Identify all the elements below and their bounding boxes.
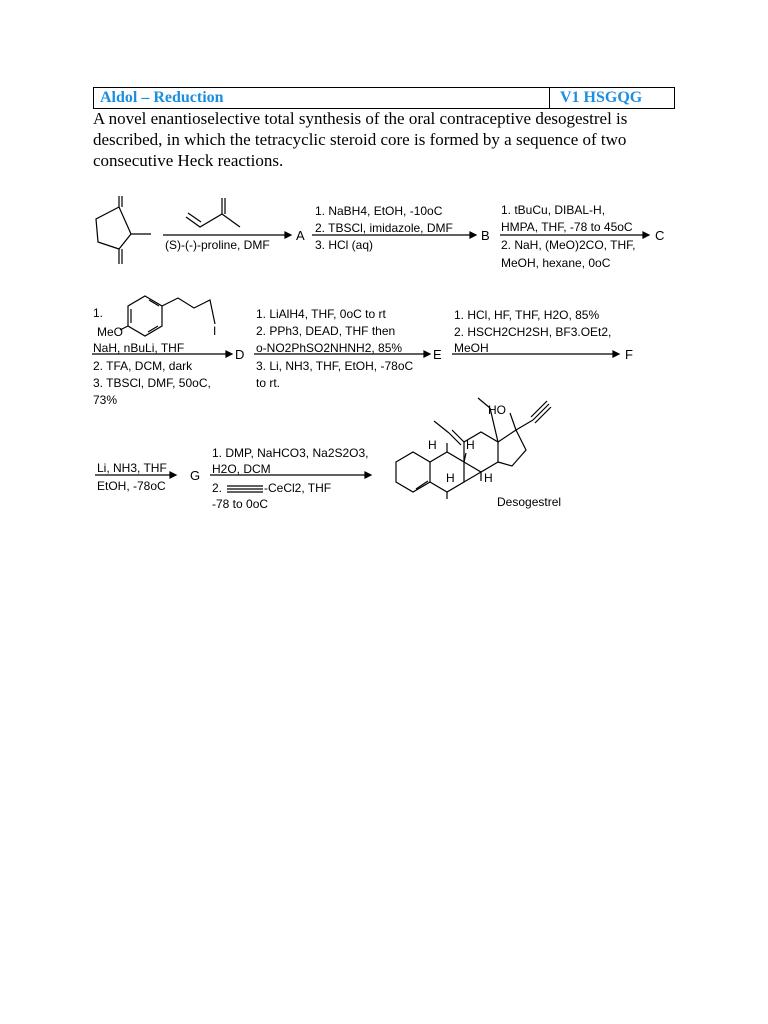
compound-A-label: A bbox=[296, 228, 305, 243]
compound-F-label: F bbox=[625, 347, 633, 362]
header-code: V1 HSGQG bbox=[560, 89, 643, 106]
E-condition-1: 1. HCl, HF, THF, H2O, 85% bbox=[454, 308, 600, 322]
G-condition-2: H2O, DCM bbox=[212, 462, 271, 476]
compound-E-label: E bbox=[433, 347, 442, 362]
B-condition-3: 2. NaH, (MeO)2CO, THF, bbox=[501, 238, 636, 252]
header-title: Aldol – Reduction bbox=[94, 88, 550, 108]
C-condition-3: 3. TBSCl, DMF, 50oC, bbox=[93, 376, 211, 390]
B-condition-2: HMPA, THF, -78 to 45oC bbox=[501, 220, 633, 234]
compound-G-label: G bbox=[190, 468, 201, 483]
compound-B-label: B bbox=[481, 228, 490, 243]
iodide-label: I bbox=[213, 324, 217, 338]
aryl-iodide-structure bbox=[120, 296, 215, 336]
D-condition-2: 2. PPh3, DEAD, THF then bbox=[256, 324, 396, 338]
E-condition-2: 2. HSCH2CH2SH, BF3.OEt2, bbox=[454, 325, 612, 339]
F-condition-1: Li, NH3, THF bbox=[97, 461, 167, 475]
product-name: Desogestrel bbox=[497, 495, 562, 509]
A-condition-2: 2. TBSCl, imidazole, DMF bbox=[315, 221, 453, 235]
cyclopentanedione-structure bbox=[96, 196, 151, 264]
intro-paragraph: A novel enantioselective total synthesis of the oral contraceptive desogestrel is described, in which the tetracyclic steroid core is formed by a sequence of two consecutive Heck reactions. bbox=[93, 109, 628, 170]
h-label-3: H bbox=[446, 471, 455, 485]
B-condition-4: MeOH, hexane, 0oC bbox=[501, 256, 611, 270]
D-condition-5: to rt. bbox=[256, 376, 281, 390]
C-condition-1: NaH, nBuLi, THF bbox=[93, 341, 185, 355]
h-label-4: H bbox=[484, 471, 493, 485]
meo-label: MeO bbox=[97, 325, 124, 339]
D-condition-4: 3. Li, NH3, THF, EtOH, -78oC bbox=[256, 359, 414, 373]
E-condition-3: MeOH bbox=[454, 341, 489, 355]
D-condition-1: 1. LiAlH4, THF, 0oC to rt bbox=[256, 307, 386, 321]
reagent-number: 1. bbox=[93, 306, 104, 320]
G-condition-5: -78 to 0oC bbox=[212, 497, 269, 511]
G-condition-1: 1. DMP, NaHCO3, Na2S2O3, bbox=[212, 446, 369, 460]
h-label-2: H bbox=[466, 438, 475, 452]
G-condition-4: -CeCl2, THF bbox=[264, 481, 332, 495]
h-label-1: H bbox=[428, 438, 437, 452]
A-condition-1: 1. NaBH4, EtOH, -10oC bbox=[315, 204, 443, 218]
A-condition-3: 3. HCl (aq) bbox=[315, 238, 374, 252]
compound-D-label: D bbox=[235, 347, 245, 362]
F-condition-2: EtOH, -78oC bbox=[97, 479, 166, 493]
C-condition-2: 2. TFA, DCM, dark bbox=[93, 359, 193, 373]
C-condition-4: 73% bbox=[93, 393, 118, 407]
B-condition-1: 1. tBuCu, DIBAL-H, bbox=[501, 203, 606, 217]
D-condition-3: o-NO2PhSO2NHNH2, 85% bbox=[256, 341, 403, 355]
hydroxyl-label: HO bbox=[488, 403, 506, 417]
G-condition-3: 2. bbox=[212, 481, 223, 495]
compound-C-label: C bbox=[655, 228, 665, 243]
methyl-vinyl-ketone-structure bbox=[186, 198, 240, 227]
proline-conditions: (S)-(-)-proline, DMF bbox=[165, 238, 270, 252]
